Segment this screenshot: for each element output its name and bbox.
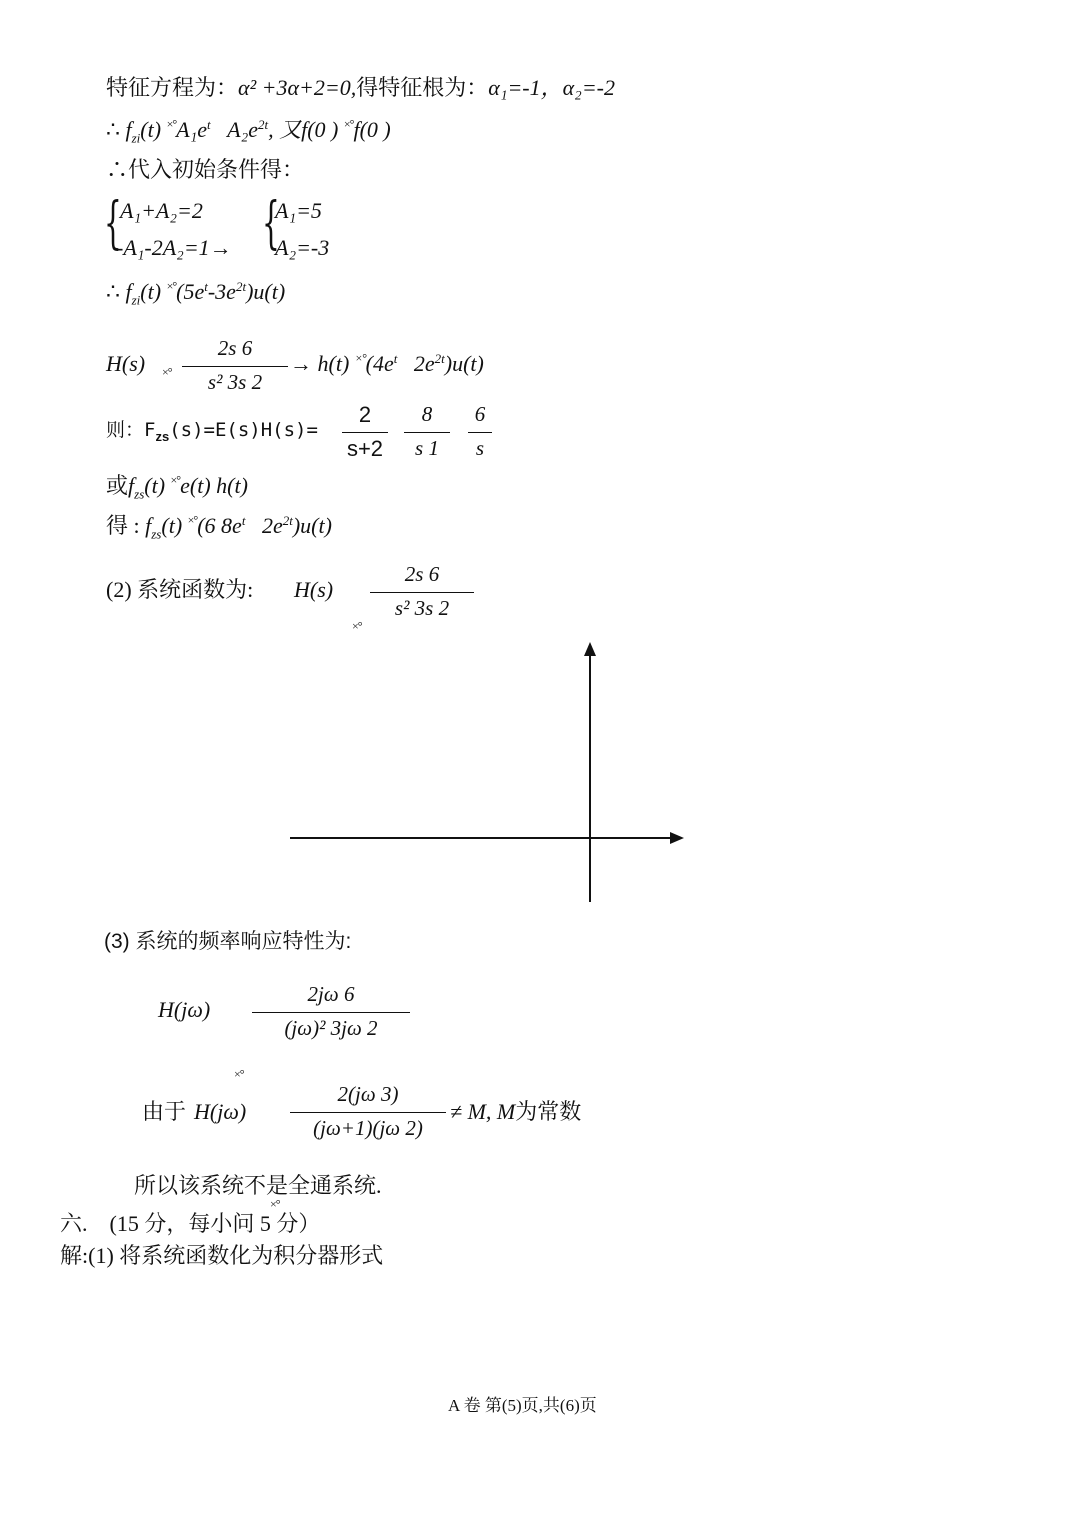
math: α₁=-1，α₂=-2 [488, 75, 616, 100]
system2-row1: A₁=5 [275, 198, 322, 223]
fzs-frac-2: 8 s 1 [404, 402, 450, 464]
text: 特征方程为： [106, 75, 239, 100]
fzs-frac-1: 2 s+2 [342, 402, 388, 464]
part2-label: (2) 系统函数为: [106, 577, 254, 602]
fzi-general-line: ∴ $f_{zi}(t)$ $^{\times^\circ}A_1e^t$ $A_2e^{2t}$, 又f(0 ) ×°f(0 ) [106, 117, 391, 146]
text: 得特征根为： [356, 75, 489, 100]
horizontal-arrow-head [670, 832, 684, 844]
math: (5e [176, 279, 205, 304]
hjw-fraction: 2jω 6 (jω)² 3jω 2 [252, 982, 410, 1044]
system1-row2: -A₁-2A₂=1→ [116, 235, 232, 260]
hs-fraction [182, 336, 288, 398]
math: A₂e [227, 117, 258, 142]
denominator: s² 3s 2 [207, 370, 263, 394]
garbled-glyph: ×° [166, 117, 177, 131]
math: )u(t) [246, 279, 286, 304]
since-fraction: 2(jω 3) (jω+1)(jω 2) [290, 1082, 446, 1144]
fzs-line: 则：$F_{zs}(s)=E(s)H(s)=$ [106, 419, 318, 444]
since-label: 由于 [142, 1099, 187, 1124]
fzs-frac-3: 6 s [468, 402, 492, 464]
conclusion: 所以该系统不是全通系统. [134, 1173, 382, 1198]
hjw-label: H(jω) [158, 997, 211, 1022]
math: f(0 ) [353, 117, 391, 142]
math: → h(t) [290, 351, 350, 376]
vertical-arrow-head [584, 642, 596, 656]
page-footer: A 卷 第(5)页,共(6)页 [448, 1396, 597, 1415]
numerator: 2s 6 [217, 336, 253, 360]
system1-row1: A₁+A₂=2 [120, 198, 203, 223]
sup: 2t [257, 117, 269, 132]
char-eq-line [106, 74, 615, 102]
math: -3e [207, 279, 236, 304]
left-brace-1: { [104, 191, 122, 256]
substitute-line: ∴代入初始条件得： [106, 157, 305, 182]
fzs-result-line: 得 : $f_{zs}(t)$ ×°(6 $8e^t$ $2e^{2t})u(t)$ [106, 513, 332, 542]
therefore: ∴ [106, 117, 120, 142]
since-tail: ≠ M, M为常数 [450, 1099, 582, 1124]
part2-fraction: 2s 6 s² 3s 2 [370, 562, 474, 624]
left-brace-2: { [262, 191, 280, 256]
math: α² +3α+2=0, [238, 75, 357, 100]
system2-row2: A₂=-3 [275, 235, 330, 260]
math: A₁e [176, 117, 207, 142]
question-six: 六. (15 分，每小问 5 分） [60, 1211, 321, 1236]
math: , 又f(0 ) [268, 117, 339, 142]
math: f [125, 117, 132, 142]
part3-label: (3) 系统的频率响应特性为: [104, 930, 352, 953]
part2-h: H(s) [294, 577, 334, 602]
fzi-result-line: ∴ $f_{zi}(t)$ $^{\times^\circ}(5e^t-3e^{2t})u(t)$ [106, 279, 286, 308]
convolution-line: 或$f_{zs}(t)$ ×°e(t) h(t) [106, 473, 248, 502]
sub: zi [131, 130, 141, 146]
hs-label: H(s) [106, 351, 146, 376]
math: (t) [140, 117, 162, 142]
since-h: H(jω) [194, 1099, 247, 1124]
solution-line: 解:(1) 将系统函数化为积分器形式 [60, 1243, 384, 1268]
